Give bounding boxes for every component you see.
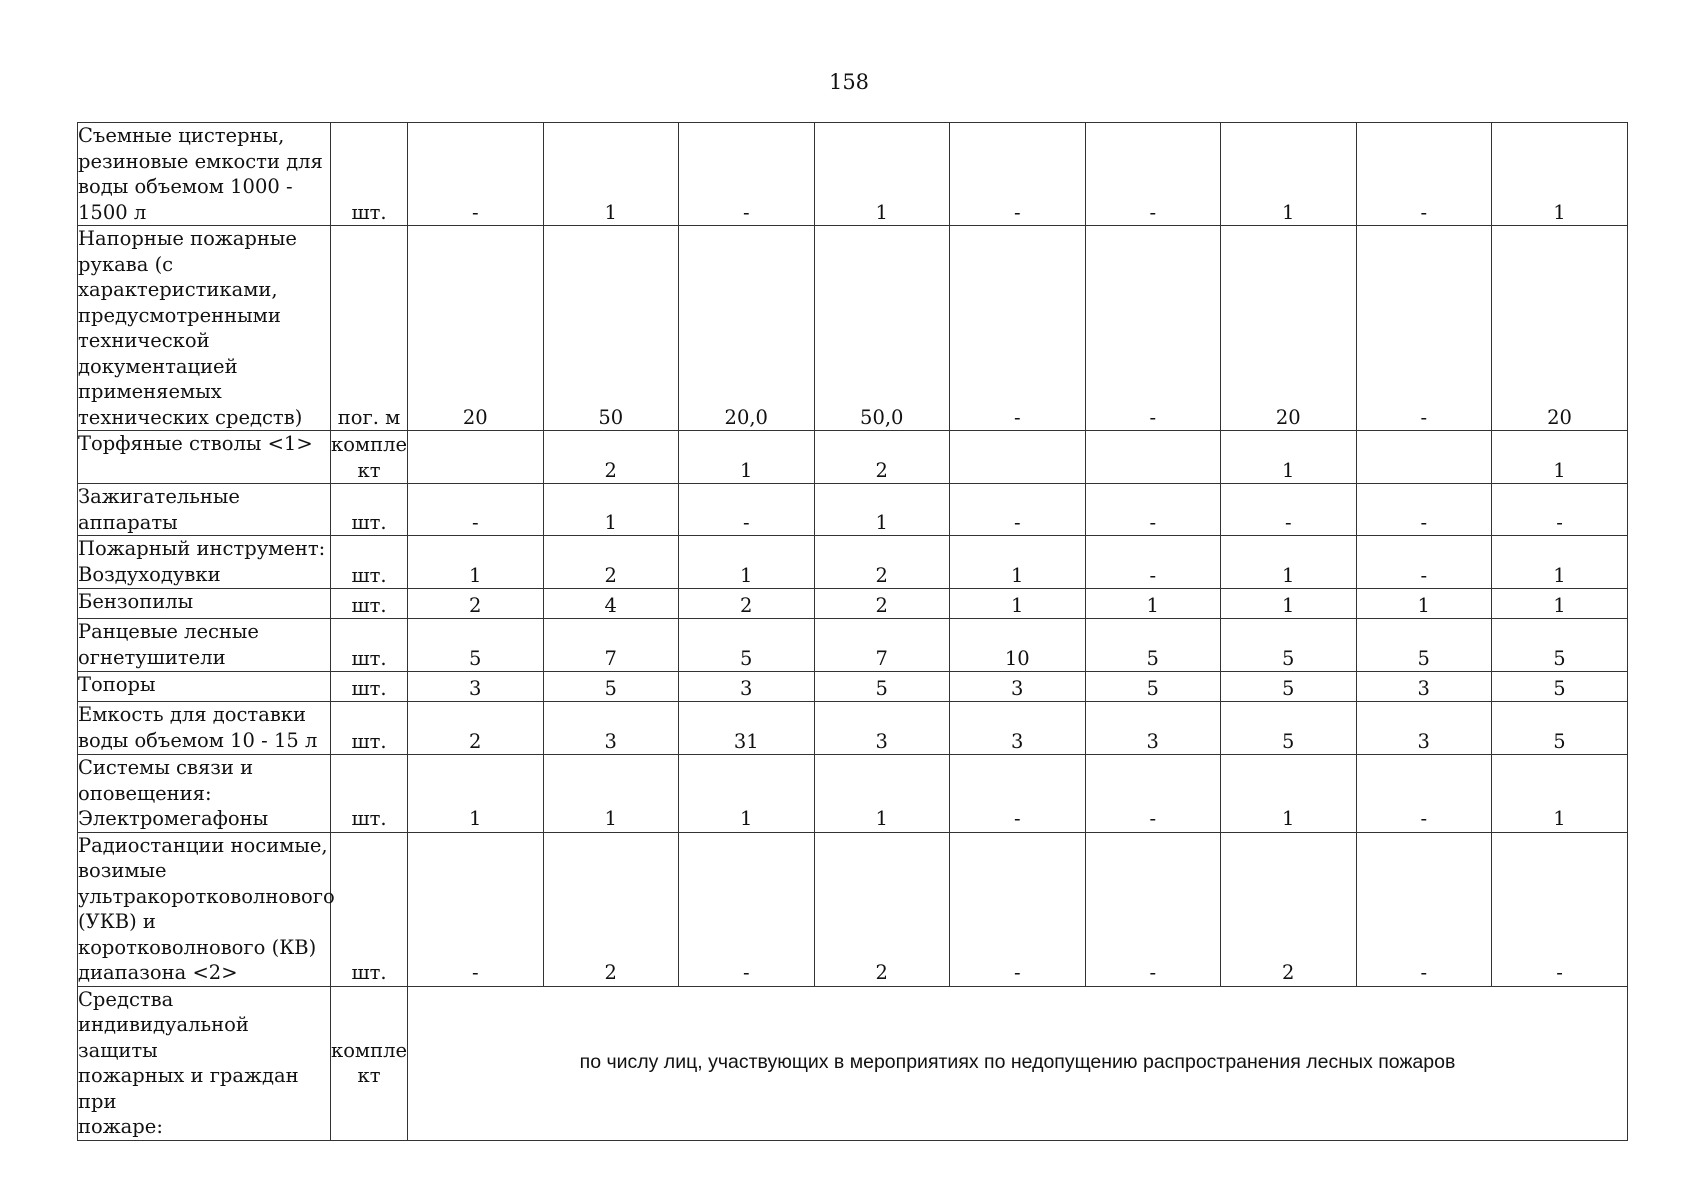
row-value-cell <box>950 755 1086 833</box>
row-name-cell-text: Ранцевые лесные огнетушители <box>78 620 259 669</box>
row-value-cell-text: 1 <box>1011 563 1024 587</box>
table-row <box>78 755 1628 833</box>
row-value-cell <box>1221 672 1357 702</box>
row-value-cell <box>1085 484 1221 536</box>
row-value-cell <box>543 431 679 484</box>
row-value-cell-text: 1 <box>740 563 753 587</box>
table-body <box>78 123 1628 1141</box>
row-value-cell <box>1221 431 1357 484</box>
row-value-cell-text: 1 <box>740 807 753 830</box>
row-name-cell <box>78 226 331 431</box>
row-value-cell <box>814 755 950 833</box>
merged-note-cell <box>408 986 1628 1140</box>
row-value-cell <box>950 832 1086 986</box>
row-value-cell-text: 1 <box>1282 807 1295 830</box>
row-value-cell <box>1085 832 1221 986</box>
row-value-cell-text: - <box>471 510 479 534</box>
row-name-cell <box>78 672 331 702</box>
row-value-cell-text: 20 <box>1275 405 1301 429</box>
row-value-cell <box>1085 123 1221 226</box>
row-value-cell-text: - <box>742 510 750 534</box>
row-value-cell <box>679 702 815 755</box>
row-value-cell <box>950 702 1086 755</box>
row-value-cell <box>814 589 950 619</box>
row-value-cell-text: 3 <box>875 729 888 753</box>
row-value-cell <box>950 619 1086 672</box>
row-unit-cell-text: шт. <box>351 729 387 753</box>
row-value-cell <box>679 672 815 702</box>
row-value-cell-text: - <box>1149 563 1157 587</box>
table-row <box>78 672 1628 702</box>
row-value-cell <box>814 123 950 226</box>
row-name-cell-text: Радиостанции носимые, возимые ультракоротковолнового (УКВ) и коротковолнового (КВ) диапазона <2> <box>78 833 335 984</box>
row-unit-cell <box>331 536 408 589</box>
row-value-cell-text: 5 <box>1553 646 1566 670</box>
row-value-cell <box>1221 619 1357 672</box>
row-unit-cell <box>331 226 408 431</box>
row-name-cell-text: Емкость для доставки воды объемом 10 - 15 л <box>78 703 318 752</box>
row-value-cell-text: 5 <box>604 676 617 700</box>
row-value-cell <box>950 431 1086 484</box>
row-value-cell <box>814 619 950 672</box>
row-value-cell <box>950 589 1086 619</box>
row-value-cell-text: - <box>1420 510 1428 534</box>
row-value-cell-text: 1 <box>740 458 753 482</box>
row-unit-cell <box>331 702 408 755</box>
row-value-cell-text: - <box>1420 405 1428 429</box>
row-value-cell-text: 5 <box>1282 676 1295 700</box>
row-value-cell-text: 2 <box>1282 961 1295 984</box>
row-value-cell-text: - <box>1420 563 1428 587</box>
row-unit-cell <box>331 589 408 619</box>
row-value-cell-text: 1 <box>875 807 888 830</box>
row-value-cell-text: 1 <box>1553 458 1566 482</box>
row-value-cell <box>543 536 679 589</box>
row-name-cell-text: Торфяные стволы <1> <box>78 432 313 455</box>
row-value-cell-text: 2 <box>604 458 617 482</box>
row-value-cell <box>950 672 1086 702</box>
row-value-cell-text: 3 <box>1417 676 1430 700</box>
row-value-cell-text: 3 <box>469 676 482 700</box>
row-value-cell <box>1085 536 1221 589</box>
table-row <box>78 832 1628 986</box>
row-value-cell <box>1221 702 1357 755</box>
row-value-cell-text: - <box>1013 510 1021 534</box>
row-value-cell <box>1221 123 1357 226</box>
row-value-cell <box>1492 755 1628 833</box>
row-unit-cell-text: пог. м <box>337 405 401 429</box>
row-value-cell-text: 5 <box>1282 646 1295 670</box>
row-value-cell-text: 10 <box>1004 646 1030 670</box>
row-value-cell <box>950 123 1086 226</box>
row-value-cell-text: 3 <box>1011 729 1024 753</box>
row-value-cell <box>543 484 679 536</box>
table-row <box>78 536 1628 589</box>
row-value-cell <box>1221 755 1357 833</box>
row-value-cell-text: 5 <box>1553 729 1566 753</box>
row-value-cell <box>1221 536 1357 589</box>
row-value-cell <box>543 226 679 431</box>
row-value-cell-text: 5 <box>1282 729 1295 753</box>
row-unit-cell <box>331 986 408 1140</box>
row-name-cell-text: Напорные пожарные рукава (с характеристиками, предусмотренными технической документацией применяемых технических средств) <box>78 227 303 429</box>
table-row <box>78 123 1628 226</box>
row-value-cell-text: - <box>1149 510 1157 534</box>
row-unit-cell <box>331 619 408 672</box>
row-name-cell <box>78 832 335 986</box>
row-name-cell-text: Системы связи и оповещения: Электромегафоны <box>78 756 269 830</box>
row-value-cell-text: 1 <box>469 807 482 830</box>
row-name-cell <box>78 755 331 833</box>
row-name-cell <box>78 431 331 484</box>
row-value-cell <box>679 123 815 226</box>
row-value-cell <box>1492 226 1628 431</box>
row-value-cell <box>1085 226 1221 431</box>
row-value-cell-text: - <box>742 200 750 224</box>
table-row <box>78 431 1628 484</box>
table-row <box>78 484 1628 536</box>
row-name-cell <box>78 536 331 589</box>
row-value-cell <box>1221 589 1357 619</box>
row-value-cell <box>950 484 1086 536</box>
row-value-cell-text: 3 <box>604 729 617 753</box>
row-name-cell <box>78 702 331 755</box>
row-value-cell-text: 3 <box>1417 729 1430 753</box>
row-unit-cell-text: шт. <box>351 593 387 617</box>
row-value-cell-text: 4 <box>604 593 617 617</box>
row-value-cell-text: 5 <box>1417 646 1430 670</box>
merged-note-cell-text: по числу лиц, участвующих в мероприятиях по недопущению распространения лесных пожаров <box>579 1051 1456 1074</box>
row-value-cell-text: 1 <box>875 510 888 534</box>
row-value-cell <box>1356 123 1492 226</box>
row-value-cell-text: - <box>1420 807 1428 830</box>
row-value-cell-text: 2 <box>469 729 482 753</box>
row-value-cell-text: 50,0 <box>860 405 904 429</box>
row-value-cell <box>408 536 544 589</box>
row-value-cell <box>408 702 544 755</box>
row-value-cell-text: 1 <box>1146 593 1159 617</box>
page-number: 158 <box>828 70 870 94</box>
row-value-cell <box>814 431 950 484</box>
row-value-cell <box>1221 226 1357 431</box>
row-value-cell <box>543 123 679 226</box>
row-value-cell-text: - <box>1556 510 1563 534</box>
row-value-cell-text: - <box>471 200 479 224</box>
row-value-cell <box>1492 484 1628 536</box>
row-value-cell-text: 50 <box>598 405 624 429</box>
row-value-cell <box>1492 619 1628 672</box>
row-value-cell <box>1492 536 1628 589</box>
row-value-cell <box>1085 755 1221 833</box>
row-value-cell <box>543 672 679 702</box>
row-value-cell-text: - <box>1149 961 1157 984</box>
row-unit-cell-text: шт. <box>351 200 387 224</box>
row-value-cell-text: 2 <box>875 593 888 617</box>
row-value-cell <box>1221 832 1357 986</box>
table-row <box>78 226 1628 431</box>
row-value-cell <box>950 226 1086 431</box>
row-value-cell-text: - <box>1149 807 1157 830</box>
table-row-merged <box>78 986 1628 1140</box>
row-unit-cell-text: шт. <box>351 563 387 587</box>
row-value-cell-text: 1 <box>1282 200 1295 224</box>
row-value-cell <box>543 832 679 986</box>
row-value-cell-text: 3 <box>1011 676 1024 700</box>
row-value-cell-text: 7 <box>604 646 617 670</box>
row-value-cell-text: 2 <box>875 961 888 984</box>
row-value-cell-text: - <box>1420 961 1428 984</box>
row-value-cell-text: 2 <box>469 593 482 617</box>
row-name-cell <box>78 123 331 226</box>
row-value-cell <box>408 484 544 536</box>
row-value-cell <box>1356 484 1492 536</box>
row-name-cell-text: Пожарный инструмент: Воздуходувки <box>78 537 326 586</box>
row-value-cell-text: 1 <box>1417 593 1430 617</box>
row-value-cell-text: 1 <box>1553 807 1566 830</box>
row-value-cell-text: - <box>1013 405 1021 429</box>
row-unit-cell <box>331 431 408 484</box>
row-value-cell-text: 3 <box>1146 729 1159 753</box>
row-value-cell-text: 1 <box>1282 563 1295 587</box>
table-row <box>78 619 1628 672</box>
row-value-cell <box>1085 672 1221 702</box>
row-value-cell-text: 1 <box>1553 200 1566 224</box>
row-value-cell-text: 20 <box>462 405 488 429</box>
row-value-cell-text: - <box>1013 200 1021 224</box>
row-unit-cell <box>331 755 408 833</box>
row-value-cell <box>1356 589 1492 619</box>
row-value-cell <box>814 702 950 755</box>
row-unit-cell-text: шт. <box>351 807 387 830</box>
row-value-cell <box>1492 672 1628 702</box>
row-value-cell <box>679 832 815 986</box>
row-value-cell <box>408 589 544 619</box>
row-value-cell-text: 3 <box>740 676 753 700</box>
row-value-cell-text: 31 <box>733 729 759 753</box>
row-value-cell-text: - <box>1420 200 1428 224</box>
row-value-cell-text: 7 <box>875 646 888 670</box>
row-value-cell <box>1492 832 1628 986</box>
row-unit-cell-text: шт. <box>351 676 387 700</box>
row-value-cell <box>679 536 815 589</box>
row-value-cell <box>1356 226 1492 431</box>
row-value-cell-text: 5 <box>1146 646 1159 670</box>
row-value-cell <box>1356 619 1492 672</box>
row-value-cell <box>1492 123 1628 226</box>
row-value-cell-text: 20 <box>1547 405 1572 429</box>
row-value-cell-text: - <box>1149 200 1157 224</box>
row-value-cell <box>408 832 544 986</box>
row-value-cell-text: 1 <box>604 510 617 534</box>
row-value-cell <box>408 672 544 702</box>
row-value-cell-text: 1 <box>875 200 888 224</box>
row-name-cell-text: Средства индивидуальной защиты пожарных и граждан при пожаре: <box>78 987 299 1138</box>
row-value-cell-text: - <box>742 961 750 984</box>
row-value-cell-text: 2 <box>875 563 888 587</box>
row-unit-cell-text: шт. <box>351 510 387 534</box>
row-value-cell <box>679 755 815 833</box>
row-value-cell <box>950 536 1086 589</box>
row-unit-cell <box>331 123 408 226</box>
table-row <box>78 589 1628 619</box>
row-value-cell <box>679 619 815 672</box>
table-row <box>78 702 1628 755</box>
row-value-cell <box>814 832 950 986</box>
row-value-cell <box>543 755 679 833</box>
row-value-cell-text: 1 <box>1282 458 1295 482</box>
row-value-cell-text: 1 <box>1553 593 1566 617</box>
row-value-cell <box>814 536 950 589</box>
row-name-cell <box>78 619 331 672</box>
row-value-cell <box>408 755 544 833</box>
row-value-cell <box>1085 702 1221 755</box>
row-value-cell-text: 1 <box>604 200 617 224</box>
row-value-cell <box>679 484 815 536</box>
row-value-cell-text: 5 <box>1553 676 1566 700</box>
row-name-cell-text: Топоры <box>78 673 156 696</box>
row-value-cell-text: 5 <box>875 676 888 700</box>
row-value-cell <box>1356 832 1492 986</box>
row-name-cell <box>78 986 331 1140</box>
row-value-cell <box>814 226 950 431</box>
row-value-cell <box>1356 672 1492 702</box>
row-value-cell <box>543 619 679 672</box>
row-value-cell-text: 1 <box>604 807 617 830</box>
equipment-table <box>77 122 1628 1141</box>
row-value-cell <box>814 484 950 536</box>
row-unit-cell-text: шт. <box>351 646 387 670</box>
row-value-cell-text: 5 <box>1146 676 1159 700</box>
row-value-cell <box>408 431 544 484</box>
row-value-cell <box>1492 702 1628 755</box>
row-value-cell <box>1492 589 1628 619</box>
row-name-cell <box>78 589 331 619</box>
row-unit-cell-text: компле кт <box>331 433 408 482</box>
row-unit-cell <box>331 832 408 986</box>
row-value-cell <box>408 619 544 672</box>
row-value-cell-text: 5 <box>740 646 753 670</box>
row-value-cell <box>1356 702 1492 755</box>
row-value-cell <box>543 589 679 619</box>
row-value-cell-text: - <box>1149 405 1157 429</box>
row-unit-cell-text: шт. <box>351 961 387 984</box>
row-value-cell <box>1356 755 1492 833</box>
row-value-cell <box>408 123 544 226</box>
row-unit-cell <box>331 672 408 702</box>
row-name-cell <box>78 484 331 536</box>
row-value-cell <box>408 226 544 431</box>
row-value-cell-text: 1 <box>1282 593 1295 617</box>
row-value-cell-text: 2 <box>875 458 888 482</box>
row-value-cell-text: 1 <box>1553 563 1566 587</box>
row-value-cell <box>1356 431 1492 484</box>
row-unit-cell <box>331 484 408 536</box>
row-value-cell <box>814 672 950 702</box>
row-value-cell-text: 5 <box>469 646 482 670</box>
row-value-cell <box>679 226 815 431</box>
row-value-cell-text: - <box>1013 807 1021 830</box>
row-value-cell <box>1085 619 1221 672</box>
row-value-cell <box>1492 431 1628 484</box>
row-value-cell <box>679 589 815 619</box>
row-value-cell <box>1085 431 1221 484</box>
row-value-cell <box>679 431 815 484</box>
row-name-cell-text: Съемные цистерны, резиновые емкости для воды объемом 1000 - 1500 л <box>78 124 323 224</box>
row-value-cell <box>543 702 679 755</box>
row-value-cell-text: - <box>1284 510 1292 534</box>
row-value-cell-text: 1 <box>469 563 482 587</box>
row-value-cell-text: 1 <box>1011 593 1024 617</box>
row-value-cell-text: 2 <box>740 593 753 617</box>
row-value-cell-text: - <box>1556 961 1563 984</box>
row-value-cell <box>1356 536 1492 589</box>
row-value-cell-text: - <box>1013 961 1021 984</box>
row-value-cell-text: 20,0 <box>724 405 768 429</box>
row-value-cell-text: - <box>471 961 479 984</box>
row-value-cell <box>1221 484 1357 536</box>
row-name-cell-text: Бензопилы <box>78 590 194 613</box>
row-name-cell-text: Зажигательные аппараты <box>78 485 240 534</box>
row-value-cell-text: 2 <box>604 961 617 984</box>
row-value-cell-text: 2 <box>604 563 617 587</box>
row-unit-cell-text: компле кт <box>331 1038 408 1087</box>
row-value-cell <box>1085 589 1221 619</box>
